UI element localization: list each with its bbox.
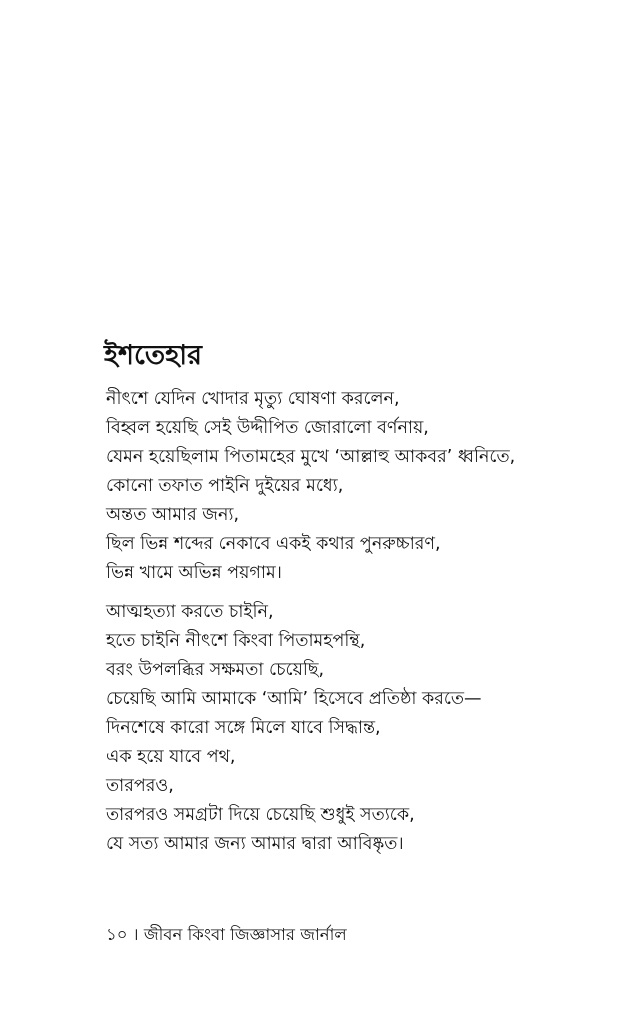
poem-line: আত্মহত্যা করতে চাইনি, — [106, 602, 274, 622]
poem-line: যেমন হয়েছিলাম পিতামহের মুখে ‘আল্লাহু আকবর’ ধ্বনিতে, — [106, 447, 516, 467]
poem-line: বরং উপলব্ধির সক্ষমতা চেয়েছি, — [106, 660, 325, 680]
stanza-2 — [106, 598, 482, 859]
poem-line: হতে চাইনি নীৎশে কিংবা পিতামহপন্থি, — [106, 631, 366, 651]
poem-line: অন্তত আমার জন্য, — [106, 505, 240, 525]
poem-line: বিহ্বল হয়েছি সেই উদ্দীপিত জোরালো বর্ণনায়, — [106, 418, 429, 438]
poem-line: দিনশেষে কারো সঙ্গে মিলে যাবে সিদ্ধান্ত, — [106, 718, 381, 738]
poem-line: তারপরও সমগ্রটা দিয়ে চেয়েছি শুধুই সত্যকে, — [106, 805, 415, 825]
poem-line: নীৎশে যেদিন খোদার মৃত্যু ঘোষণা করলেন, — [106, 389, 400, 409]
poem-line: যে সত্য আমার জন্য আমার দ্বারা আবিষ্কৃত। — [106, 834, 404, 854]
page-footer: ১০ । জীবন কিংবা জিজ্ঞাসার জার্নাল — [106, 925, 347, 944]
poem-line: কোনো তফাত পাইনি দুইয়ের মধ্যে, — [106, 476, 344, 496]
poem-title: ইশতেহার — [104, 340, 202, 371]
poem-line: ভিন্ন খামে অভিন্ন পয়গাম। — [106, 563, 282, 583]
poem-line: ছিল ভিন্ন শব্দের নেকাবে একই কথার পুনরুচ্চারণ, — [106, 534, 441, 554]
poem-line: তারপরও, — [106, 776, 174, 796]
stanza-1 — [106, 385, 515, 588]
poem-line: এক হয়ে যাবে পথ, — [106, 747, 236, 767]
poem-line: চেয়েছি আমি আমাকে ‘আমি’ হিসেবে প্রতিষ্ঠা করতে— — [106, 689, 482, 709]
